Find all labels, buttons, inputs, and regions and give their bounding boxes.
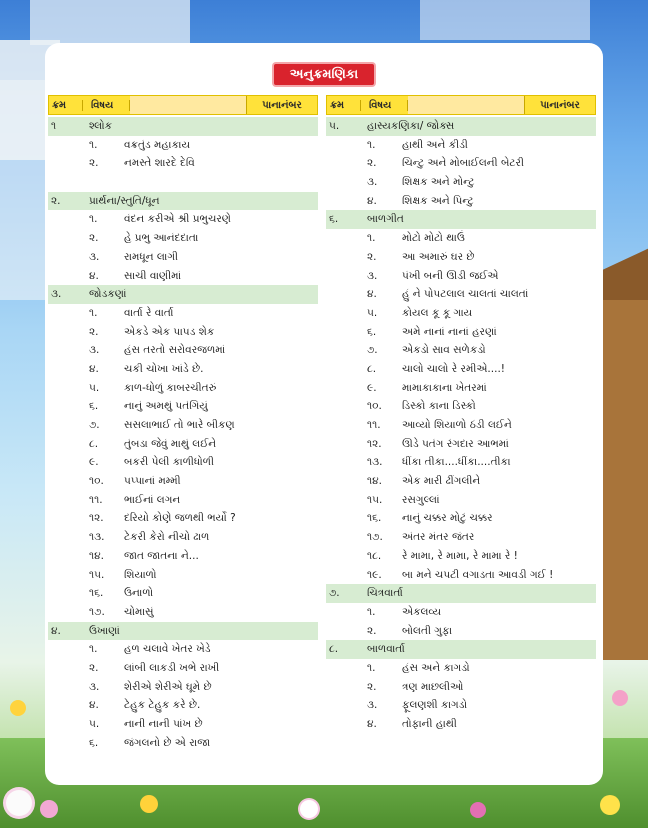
flower-icon: [300, 800, 318, 818]
list-item: [48, 210, 318, 229]
item-title: તોફાની હાથી: [402, 718, 457, 730]
item-title: આવ્યો શિયાળો ઠંડી લઈને: [402, 419, 512, 431]
list-item: [326, 472, 596, 491]
table-header: [48, 95, 318, 115]
item-number: ૫.: [367, 306, 378, 319]
item-number: ૧.: [89, 306, 98, 319]
item-title: ઉનાળો: [124, 587, 154, 600]
item-number: ૪.: [89, 362, 99, 375]
item-title: શિયાળો: [124, 568, 157, 581]
index-column-right: [326, 95, 596, 734]
list-item: [48, 696, 318, 715]
section-number: ૫.: [329, 120, 340, 132]
page-title: અનુક્રમણિકા: [274, 64, 374, 85]
table-header: [326, 95, 596, 115]
list-item: [326, 528, 596, 547]
section-number: ૨.: [51, 194, 61, 207]
item-title: સસલાભાઈ તો ભારે બીકણ: [124, 419, 235, 431]
item-title: વક્રતુંડ મહાકાય: [124, 138, 191, 151]
item-title: દરિયો કોણે જળથી ભર્યો ?: [124, 512, 236, 525]
list-item: [48, 678, 318, 697]
section-number: ૬.: [329, 213, 339, 226]
list-item: [48, 304, 318, 323]
item-title: ધીંકા તીકા....ધીંકા....તીકા: [402, 456, 511, 469]
list-item: [326, 416, 596, 435]
item-title: ચકી ચોખા ખાંડે છે.: [124, 362, 204, 375]
item-number: ૧.: [89, 213, 98, 226]
section-number: ૪.: [51, 624, 61, 637]
list-item: [326, 360, 596, 379]
item-title: શેરીએ શેરીએ ઘૂમે છે: [124, 680, 212, 693]
item-title: નમસ્તે શારદે દેવિ: [124, 157, 195, 170]
list-item: [48, 566, 318, 585]
item-number: ૩.: [367, 269, 378, 282]
header-spacer: [130, 96, 247, 114]
list-item: [326, 248, 596, 267]
item-number: ૧૪.: [367, 475, 382, 488]
item-number: ૧૬.: [89, 587, 104, 600]
item-title: બોલતી ગુફા: [402, 624, 453, 637]
list-item: [326, 229, 596, 248]
section-row: [48, 117, 318, 136]
item-title: ઊડે પતંગ રંગદાર આભમાં: [402, 437, 509, 450]
list-item: [326, 603, 596, 622]
item-title: એકડો સાવ સળેકડો: [402, 344, 486, 357]
list-item: [326, 154, 596, 173]
item-title: કોયલ કૂ કૂ ગાય: [402, 306, 473, 319]
list-item: [326, 509, 596, 528]
item-title: એકલવ્ય: [402, 605, 442, 618]
header-spacer: [408, 96, 525, 114]
item-number: ૩.: [367, 176, 378, 189]
index-column-left: [48, 95, 318, 752]
item-title: લાંબી લાકડી ખભે રાખી: [124, 661, 220, 674]
item-title: તુંબડા જેવું માથું લઈને: [124, 437, 217, 450]
item-title: શિક્ષક અને પિન્ટુ: [402, 194, 474, 207]
item-number: ૧.: [89, 643, 98, 656]
section-title: ઉખાણાં: [89, 624, 120, 637]
item-number: ૧૫.: [367, 493, 383, 506]
item-number: ૧૮.: [367, 549, 382, 562]
section-title: બાળવાર્તા: [367, 643, 405, 656]
item-title: હંસ તરતો સરોવરજળમાં: [124, 344, 226, 357]
section-row: [326, 210, 596, 229]
item-number: ૧૯.: [367, 568, 382, 581]
header-subject: વિષય: [361, 100, 408, 111]
item-number: ૧.: [89, 138, 98, 151]
flower-icon: [470, 802, 486, 818]
item-number: ૪.: [367, 288, 377, 301]
section-title: પ્રાર્થના/સ્તુતિ/ધૂન: [89, 194, 160, 207]
item-number: ૧.: [367, 605, 376, 618]
section-title: જોડકણાં: [89, 288, 127, 301]
item-title: ચાલો ચાલો રે રમીએ....!: [402, 362, 505, 375]
item-number: ૨.: [367, 680, 377, 693]
item-title: ચિન્ટુ અને મોબાઈલની બેટરી: [402, 157, 524, 170]
list-item: [48, 472, 318, 491]
item-title: બકરી પેલી કાળીધોળી: [124, 456, 215, 469]
list-item: [326, 397, 596, 416]
item-number: ૧૧.: [89, 493, 103, 506]
flower-icon: [140, 795, 158, 813]
item-number: ૧૭.: [367, 531, 383, 544]
item-number: ૩.: [89, 344, 100, 357]
item-number: ૨.: [89, 157, 99, 170]
item-number: ૧૩.: [89, 531, 105, 544]
item-number: ૧૦.: [89, 475, 104, 488]
item-number: ૨.: [89, 232, 99, 245]
item-number: ૩.: [89, 680, 100, 693]
item-title: રે મામા, રે મામા, રે મામા રે !: [402, 549, 518, 562]
item-number: ૨.: [89, 661, 99, 674]
section-row: [48, 192, 318, 211]
item-number: ૩.: [367, 699, 378, 712]
item-number: ૨.: [367, 250, 377, 263]
item-number: ૪.: [367, 194, 377, 207]
list-item: [48, 659, 318, 678]
list-item: [326, 566, 596, 585]
item-number: ૧.: [367, 138, 376, 151]
list-item: [48, 397, 318, 416]
index-card: [45, 43, 603, 785]
list-item: [48, 435, 318, 454]
item-number: ૧૩.: [367, 456, 383, 469]
item-title: જાત જાતના ને...: [124, 549, 199, 562]
item-title: કાળ-ધોળું કાબરચીતરું: [124, 381, 217, 394]
list-item: [48, 154, 318, 173]
header-page-number: પાનાનંબર: [262, 99, 302, 111]
list-item: [326, 622, 596, 641]
list-item: [48, 248, 318, 267]
item-title: ત્રણ માછલીઓ: [402, 680, 464, 693]
item-number: ૩.: [89, 250, 100, 263]
item-number: ૧.: [367, 661, 376, 674]
section-row: [326, 117, 596, 136]
list-item: [326, 136, 596, 155]
list-item: [326, 192, 596, 211]
index-list-left: [48, 117, 318, 752]
list-item: [48, 603, 318, 622]
list-item: [48, 547, 318, 566]
list-item: [48, 453, 318, 472]
item-number: ૨.: [89, 325, 99, 338]
item-title: હળ ચલાવે ખેતર ખેડે: [124, 643, 211, 656]
item-title: મોટો મોટો થાઉં: [402, 232, 465, 245]
section-number: ૮.: [329, 643, 339, 656]
header-subject: વિષય: [83, 100, 130, 111]
list-item: [48, 491, 318, 510]
list-item: [326, 379, 596, 398]
item-title: શિક્ષક અને મોન્ટુ: [402, 176, 475, 189]
list-item: [48, 715, 318, 734]
item-number: ૫.: [89, 381, 100, 394]
list-item: [48, 136, 318, 155]
section-number: ૩.: [51, 288, 62, 301]
section-number: ૧: [51, 120, 57, 132]
header-page-number: પાનાનંબર: [540, 99, 580, 111]
section-row: [48, 285, 318, 304]
list-item: [326, 285, 596, 304]
section-row: [326, 640, 596, 659]
item-number: ૧૨.: [89, 512, 104, 525]
item-title: પપ્પાનાં મમ્મી: [124, 475, 181, 488]
list-item: [326, 173, 596, 192]
list-item: [48, 528, 318, 547]
index-list-right: [326, 117, 596, 734]
item-title: ડિસ્કો કાના ડિસ્કો: [402, 400, 476, 413]
item-number: ૧.: [367, 232, 376, 245]
list-item: [326, 547, 596, 566]
section-title: શ્લોક: [89, 120, 113, 132]
list-item: [326, 435, 596, 454]
item-title: વંદન કરીએ શ્રી પ્રભુચરણે: [124, 213, 231, 226]
item-number: ૬.: [367, 325, 377, 338]
header-number: ક્રમ: [49, 100, 83, 111]
flower-icon: [10, 700, 26, 716]
list-item: [48, 267, 318, 286]
item-number: ૬.: [89, 400, 99, 413]
list-item: [326, 304, 596, 323]
list-item: [48, 640, 318, 659]
item-title: સાચી વાણીમાં: [124, 269, 182, 282]
item-number: ૧૦.: [367, 400, 382, 413]
item-title: નાનું અમથું પતંગિયું: [124, 400, 208, 413]
section-row: [48, 622, 318, 641]
list-item: [326, 491, 596, 510]
item-number: ૮.: [367, 362, 377, 375]
section-title: હાસ્યકણિકા/ જોક્સ: [367, 120, 455, 132]
item-number: ૧૬.: [367, 512, 382, 525]
list-item: [326, 715, 596, 734]
item-title: રામધૂન લાગી: [124, 250, 179, 263]
list-item: [326, 267, 596, 286]
list-item: [326, 659, 596, 678]
item-number: ૯.: [367, 381, 377, 394]
item-title: ટેકરી કેરો નીચો ઢાળ: [124, 531, 210, 544]
list-item: [326, 323, 596, 342]
item-title: નાની નાની પાંખ છે: [124, 718, 203, 730]
item-title: અંતર મંતર જંતર: [402, 531, 475, 544]
list-item: [48, 379, 318, 398]
item-number: ૨.: [367, 157, 377, 170]
section-title: ચિત્રવાર્તા: [367, 587, 403, 600]
item-number: ૧૭.: [89, 605, 105, 618]
item-title: આ અમારું ઘર છે: [402, 250, 475, 263]
flower-icon: [600, 795, 620, 815]
list-item: [48, 323, 318, 342]
item-number: ૧૨.: [367, 437, 382, 450]
list-item: [48, 229, 318, 248]
list-item: [48, 584, 318, 603]
header-number: ક્રમ: [327, 100, 361, 111]
section-row: [326, 584, 596, 603]
cloud-shape: [30, 0, 190, 45]
list-item: [326, 341, 596, 360]
item-title: વાર્તા રે વાર્તા: [124, 306, 174, 319]
item-title: ફૂલણશી કાગડો: [402, 699, 468, 712]
item-title: હે પ્રભુ આનંદદાતા: [124, 232, 199, 245]
list-item: [48, 734, 318, 753]
item-title: મામાકાકાના ખેતરમાં: [402, 381, 487, 394]
section-title: બાળગીત: [367, 213, 404, 226]
item-title: અમે નાનાં નાનાં હરણાં: [402, 325, 497, 338]
item-title: પંખી બની ઊડી જઈએ: [402, 269, 499, 282]
flower-icon: [612, 690, 628, 706]
cloud-shape: [420, 0, 590, 40]
list-item: [48, 341, 318, 360]
flower-icon: [40, 800, 58, 818]
item-title: નાનું ચક્કર મોટું ચક્કર: [402, 512, 493, 525]
item-number: ૧૫.: [89, 568, 105, 581]
item-title: ટેહુક ટેહુક કરે છે.: [124, 699, 201, 712]
cloud-shape: [0, 80, 45, 300]
item-title: હું ને પોપટલાલ ચાલતાં ચાલતાં: [402, 288, 529, 301]
item-title: જંગલનો છે એ રાજા: [124, 736, 211, 749]
item-title: ચોમાસું: [124, 605, 154, 618]
item-number: ૪.: [367, 718, 377, 730]
item-title: હાથી અને કીડી: [402, 138, 468, 151]
list-item: [48, 509, 318, 528]
section-number: ૭.: [329, 587, 340, 600]
list-item: [48, 416, 318, 435]
item-title: એકડે એક પાપડ શેક: [124, 325, 215, 338]
item-title: એક મારી ઢીંગલીને: [402, 475, 481, 488]
item-number: ૨.: [367, 624, 377, 637]
item-number: ૧૪.: [89, 549, 104, 562]
item-number: ૯.: [89, 456, 99, 469]
item-number: ૮.: [89, 437, 99, 450]
item-number: ૭.: [89, 419, 100, 431]
item-title: ભાઈનાં લગન: [124, 493, 181, 506]
list-item: [326, 678, 596, 697]
item-number: ૪.: [89, 269, 99, 282]
item-number: ૪.: [89, 699, 99, 712]
list-item: [48, 360, 318, 379]
item-number: ૧૧.: [367, 419, 381, 431]
list-item: [326, 696, 596, 715]
spacer: [48, 173, 318, 192]
item-number: ૭.: [367, 344, 378, 357]
list-item: [326, 453, 596, 472]
item-title: રસગુલ્લાં: [402, 493, 440, 506]
item-number: ૫.: [89, 718, 100, 730]
item-title: બા મને ચપટી વગાડતા આવડી ગઈ !: [402, 568, 554, 581]
item-title: હંસ અને કાગડો: [402, 661, 470, 674]
item-number: ૬.: [89, 736, 99, 749]
flower-icon: [6, 790, 32, 816]
